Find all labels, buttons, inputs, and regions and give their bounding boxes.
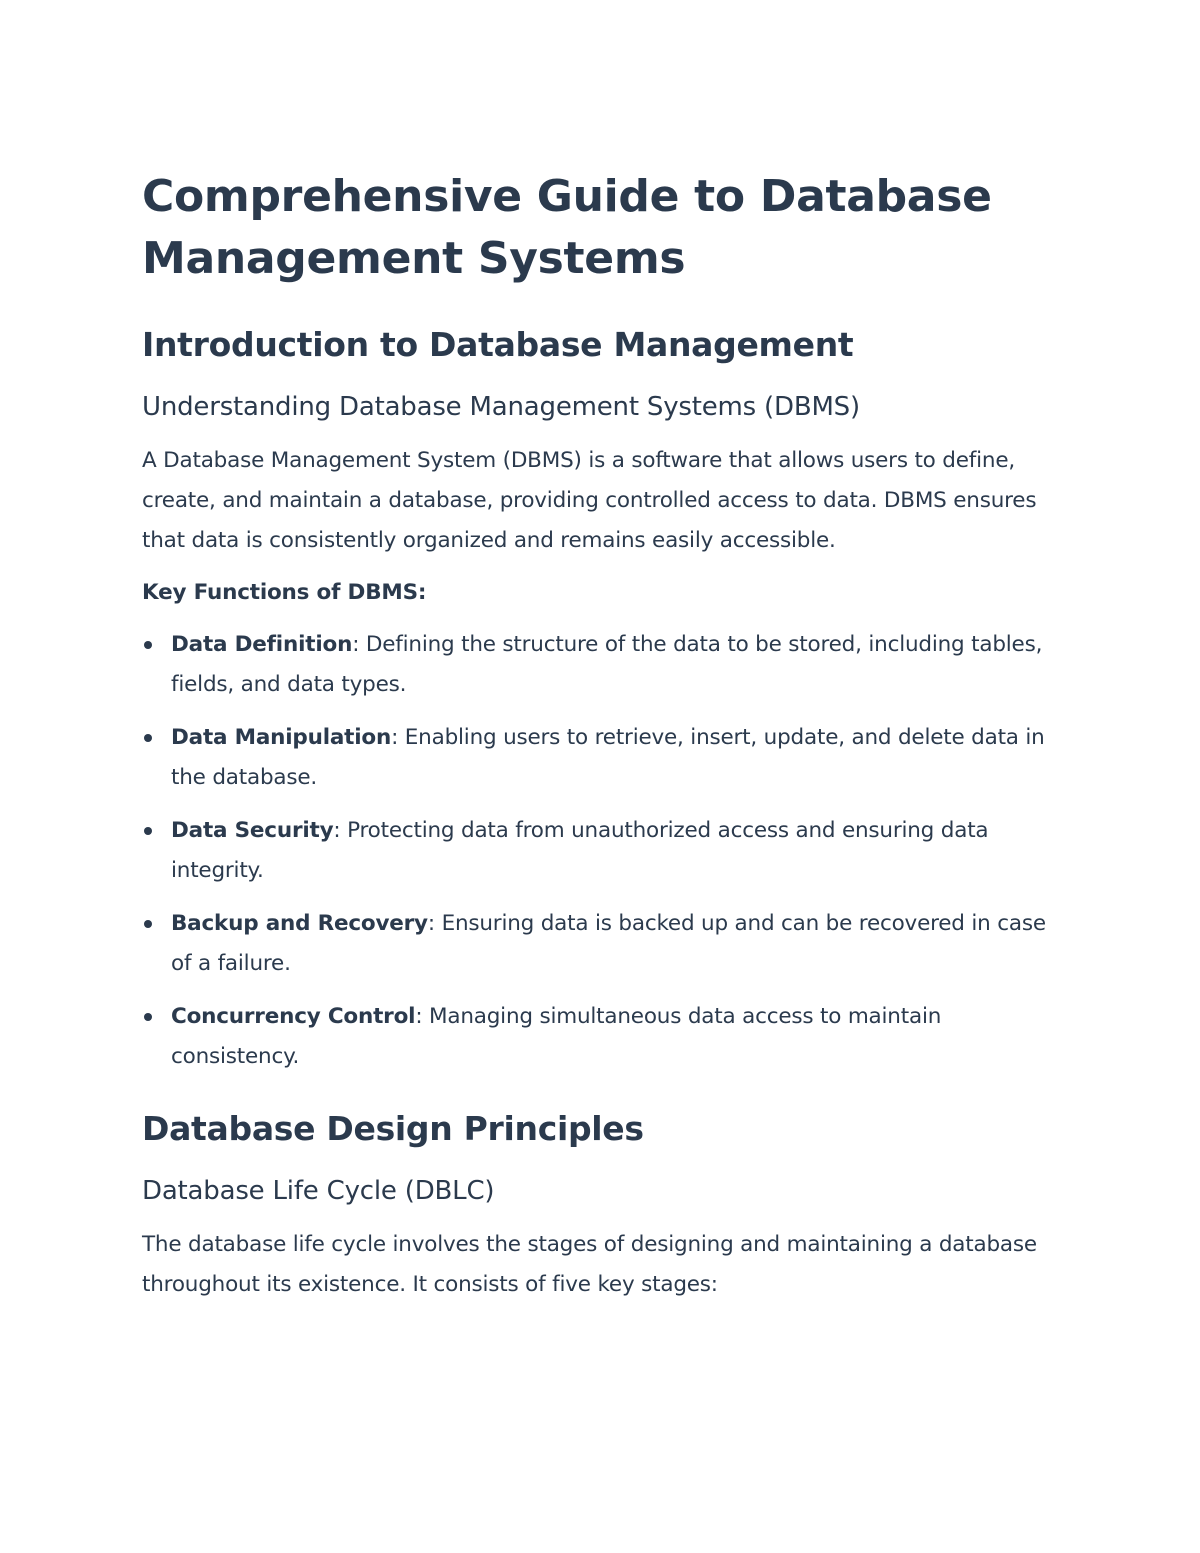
function-term: Data Manipulation [171,725,392,750]
bullet-icon [144,734,152,742]
subheading-dblc: Database Life Cycle (DBLC) [142,1176,495,1206]
function-description: : Enabling users to retrieve, insert, update, and delete data in the database. [171,725,1045,790]
paragraph-dblc-description: The database life cycle involves the stages of designing and maintaining a database throughout its existence. It consists of five key stages: [142,1232,1037,1297]
list-item [142,904,1062,984]
list-item [142,625,1062,705]
function-description: : Defining the structure of the data to be stored, including tables, fields, and data types. [171,632,1043,697]
document-title: Comprehensive Guide to Database Management Systems [142,171,992,284]
function-term: Data Definition [171,632,353,657]
bullet-icon [144,920,152,928]
function-description: : Managing simultaneous data access to maintain consistency. [171,1004,942,1069]
subheading-understanding-dbms: Understanding Database Management Systems (DBMS) [142,392,860,422]
list-item [142,997,1062,1077]
paragraph-dbms-definition: A Database Management System (DBMS) is a software that allows users to define, create, and maintain a database, providing controlled access to data. DBMS ensures that data is consistently organized and remains easily accessible. [142,448,1037,553]
function-term: Concurrency Control [171,1004,416,1029]
list-item [142,718,1062,798]
function-description: : Protecting data from unauthorized access and ensuring data integrity. [171,818,989,883]
key-functions-list [142,625,1062,1077]
function-term: Backup and Recovery [171,911,428,936]
bullet-icon [144,827,152,835]
section-heading-design-principles: Database Design Principles [142,1109,644,1148]
bullet-icon [144,1013,152,1021]
list-item [142,811,1062,891]
document-page [142,166,1062,1305]
bullet-icon [144,641,152,649]
function-description: : Ensuring data is backed up and can be recovered in case of a failure. [171,911,1046,976]
function-term: Data Security [171,818,334,843]
section-heading-introduction: Introduction to Database Management [142,325,854,364]
key-functions-label: Key Functions of DBMS: [142,580,427,605]
